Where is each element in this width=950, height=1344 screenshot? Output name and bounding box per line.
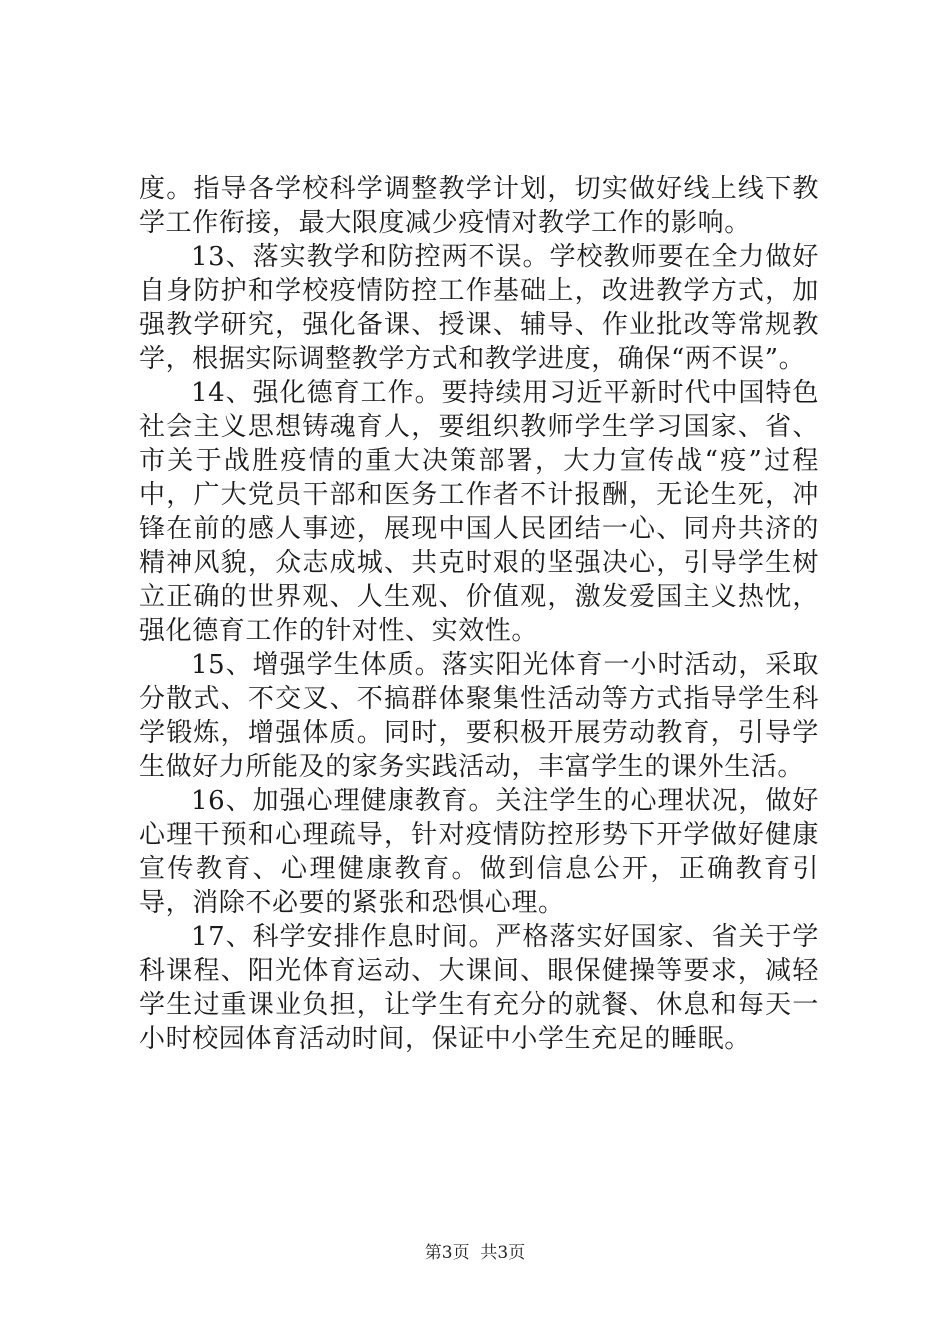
paragraph-item-15: 15、增强学生体质。落实阳光体育一小时活动，采取分散式、不交叉、不搞群体聚集性活动等方式指导学生科学锻炼，增强体质。同时，要积极开展劳动教育，引导学生做好力所能及的家务实践活动，丰富学生的课外生活。 [139, 650, 819, 782]
paragraph-item-14: 14、强化德育工作。要持续用习近平新时代中国特色社会主义思想铸魂育人，要组织教师学生学习国家、省、市关于战胜疫情的重大决策部署，大力宣传战“疫”过程中，广大党员干部和医务工作者不计报酬，无论生死，冲锋在前的感人事迹，展现中国人民团结一心、同舟共济的精神风貌，众志成城、共克时艰的坚强决心，引导学生树立正确的世界观、人生观、价值观，激发爱国主义热忱，强化德育工作的针对性、实效性。 [139, 378, 819, 646]
page-footer [0, 1242, 950, 1264]
paragraph-continuation: 度。指导各学校科学调整教学计划，切实做好线上线下教学工作衔接，最大限度减少疫情对教学工作的影响。 [139, 174, 819, 238]
document-body [139, 172, 819, 1056]
paragraph-item-16: 16、加强心理健康教育。关注学生的心理状况，做好心理干预和心理疏导，针对疫情防控形势下开学做好健康宣传教育、心理健康教育。做到信息公开，正确教育引导，消除不必要的紧张和恐惧心理。 [139, 786, 819, 918]
paragraph-item-13: 13、落实教学和防控两不误。学校教师要在全力做好自身防护和学校疫情防控工作基础上，改进教学方式，加强教学研究，强化备课、授课、辅导、作业批改等常规教学，根据实际调整教学方式和教学进度，确保“两不误”。 [139, 242, 819, 374]
page-number-label: 第3页 共3页 [424, 1243, 526, 1263]
paragraph-item-17: 17、科学安排作息时间。严格落实好国家、省关于学科课程、阳光体育运动、大课间、眼保健操等要求，减轻学生过重课业负担，让学生有充分的就餐、休息和每天一小时校园体育活动时间，保证中小学生充足的睡眠。 [139, 922, 819, 1054]
